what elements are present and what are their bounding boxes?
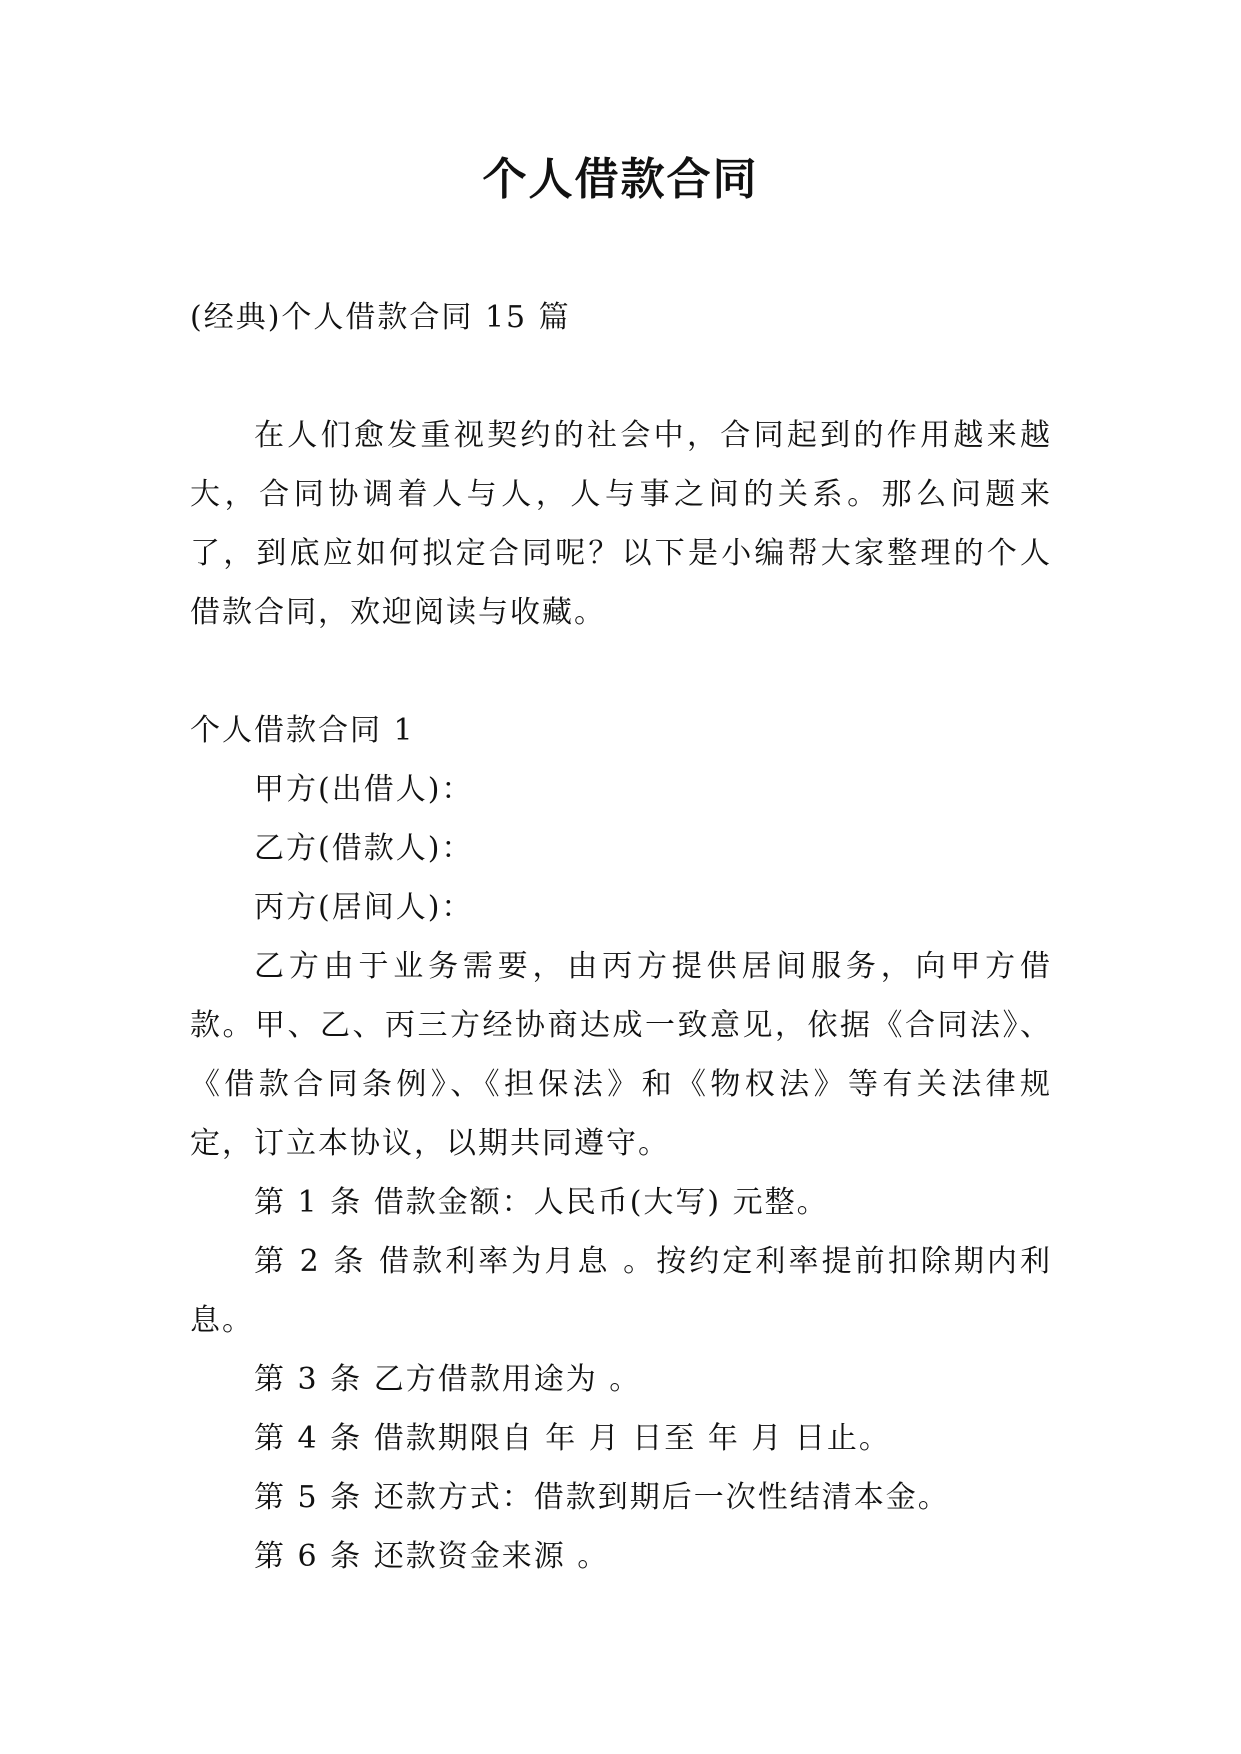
clause-2: 第 2 条 借款利率为月息 。按约定利率提前扣除期内利息。	[190, 1244, 1052, 1338]
party-a-line: 甲方(出借人)：	[254, 772, 474, 807]
preamble-paragraph: 乙方由于业务需要，由丙方提供居间服务，向甲方借款。甲、乙、丙三方经协商达成一致意见，依据《合同法》、《借款合同条例》、《担保法》和《物权法》等有关法律规定，订立本协议，以期共同遵守。	[190, 949, 1052, 1161]
section-heading: 个人借款合同 1	[190, 713, 415, 748]
intro-paragraph: 在人们愈发重视契约的社会中，合同起到的作用越来越大，合同协调着人与人，人与事之间的关系。那么问题来了，到底应如何拟定合同呢？以下是小编帮大家整理的个人借款合同，欢迎阅读与收藏。	[190, 418, 1052, 630]
clause-3: 第 3 条 乙方借款用途为 。	[254, 1362, 642, 1397]
clause-4: 第 4 条 借款期限自 年 月 日至 年 月 日止。	[254, 1421, 891, 1456]
clause-6: 第 6 条 还款资金来源 。	[254, 1539, 610, 1574]
document-body	[190, 288, 1052, 1586]
document-subtitle: (经典)个人借款合同 15 篇	[190, 300, 571, 335]
clause-5: 第 5 条 还款方式：借款到期后一次性结清本金。	[254, 1480, 950, 1515]
party-c-line: 丙方(居间人)：	[254, 890, 474, 925]
document-title: 个人借款合同	[482, 154, 759, 205]
party-b-line: 乙方(借款人)：	[254, 831, 474, 866]
clause-1: 第 1 条 借款金额：人民币(大写) 元整。	[254, 1185, 829, 1220]
